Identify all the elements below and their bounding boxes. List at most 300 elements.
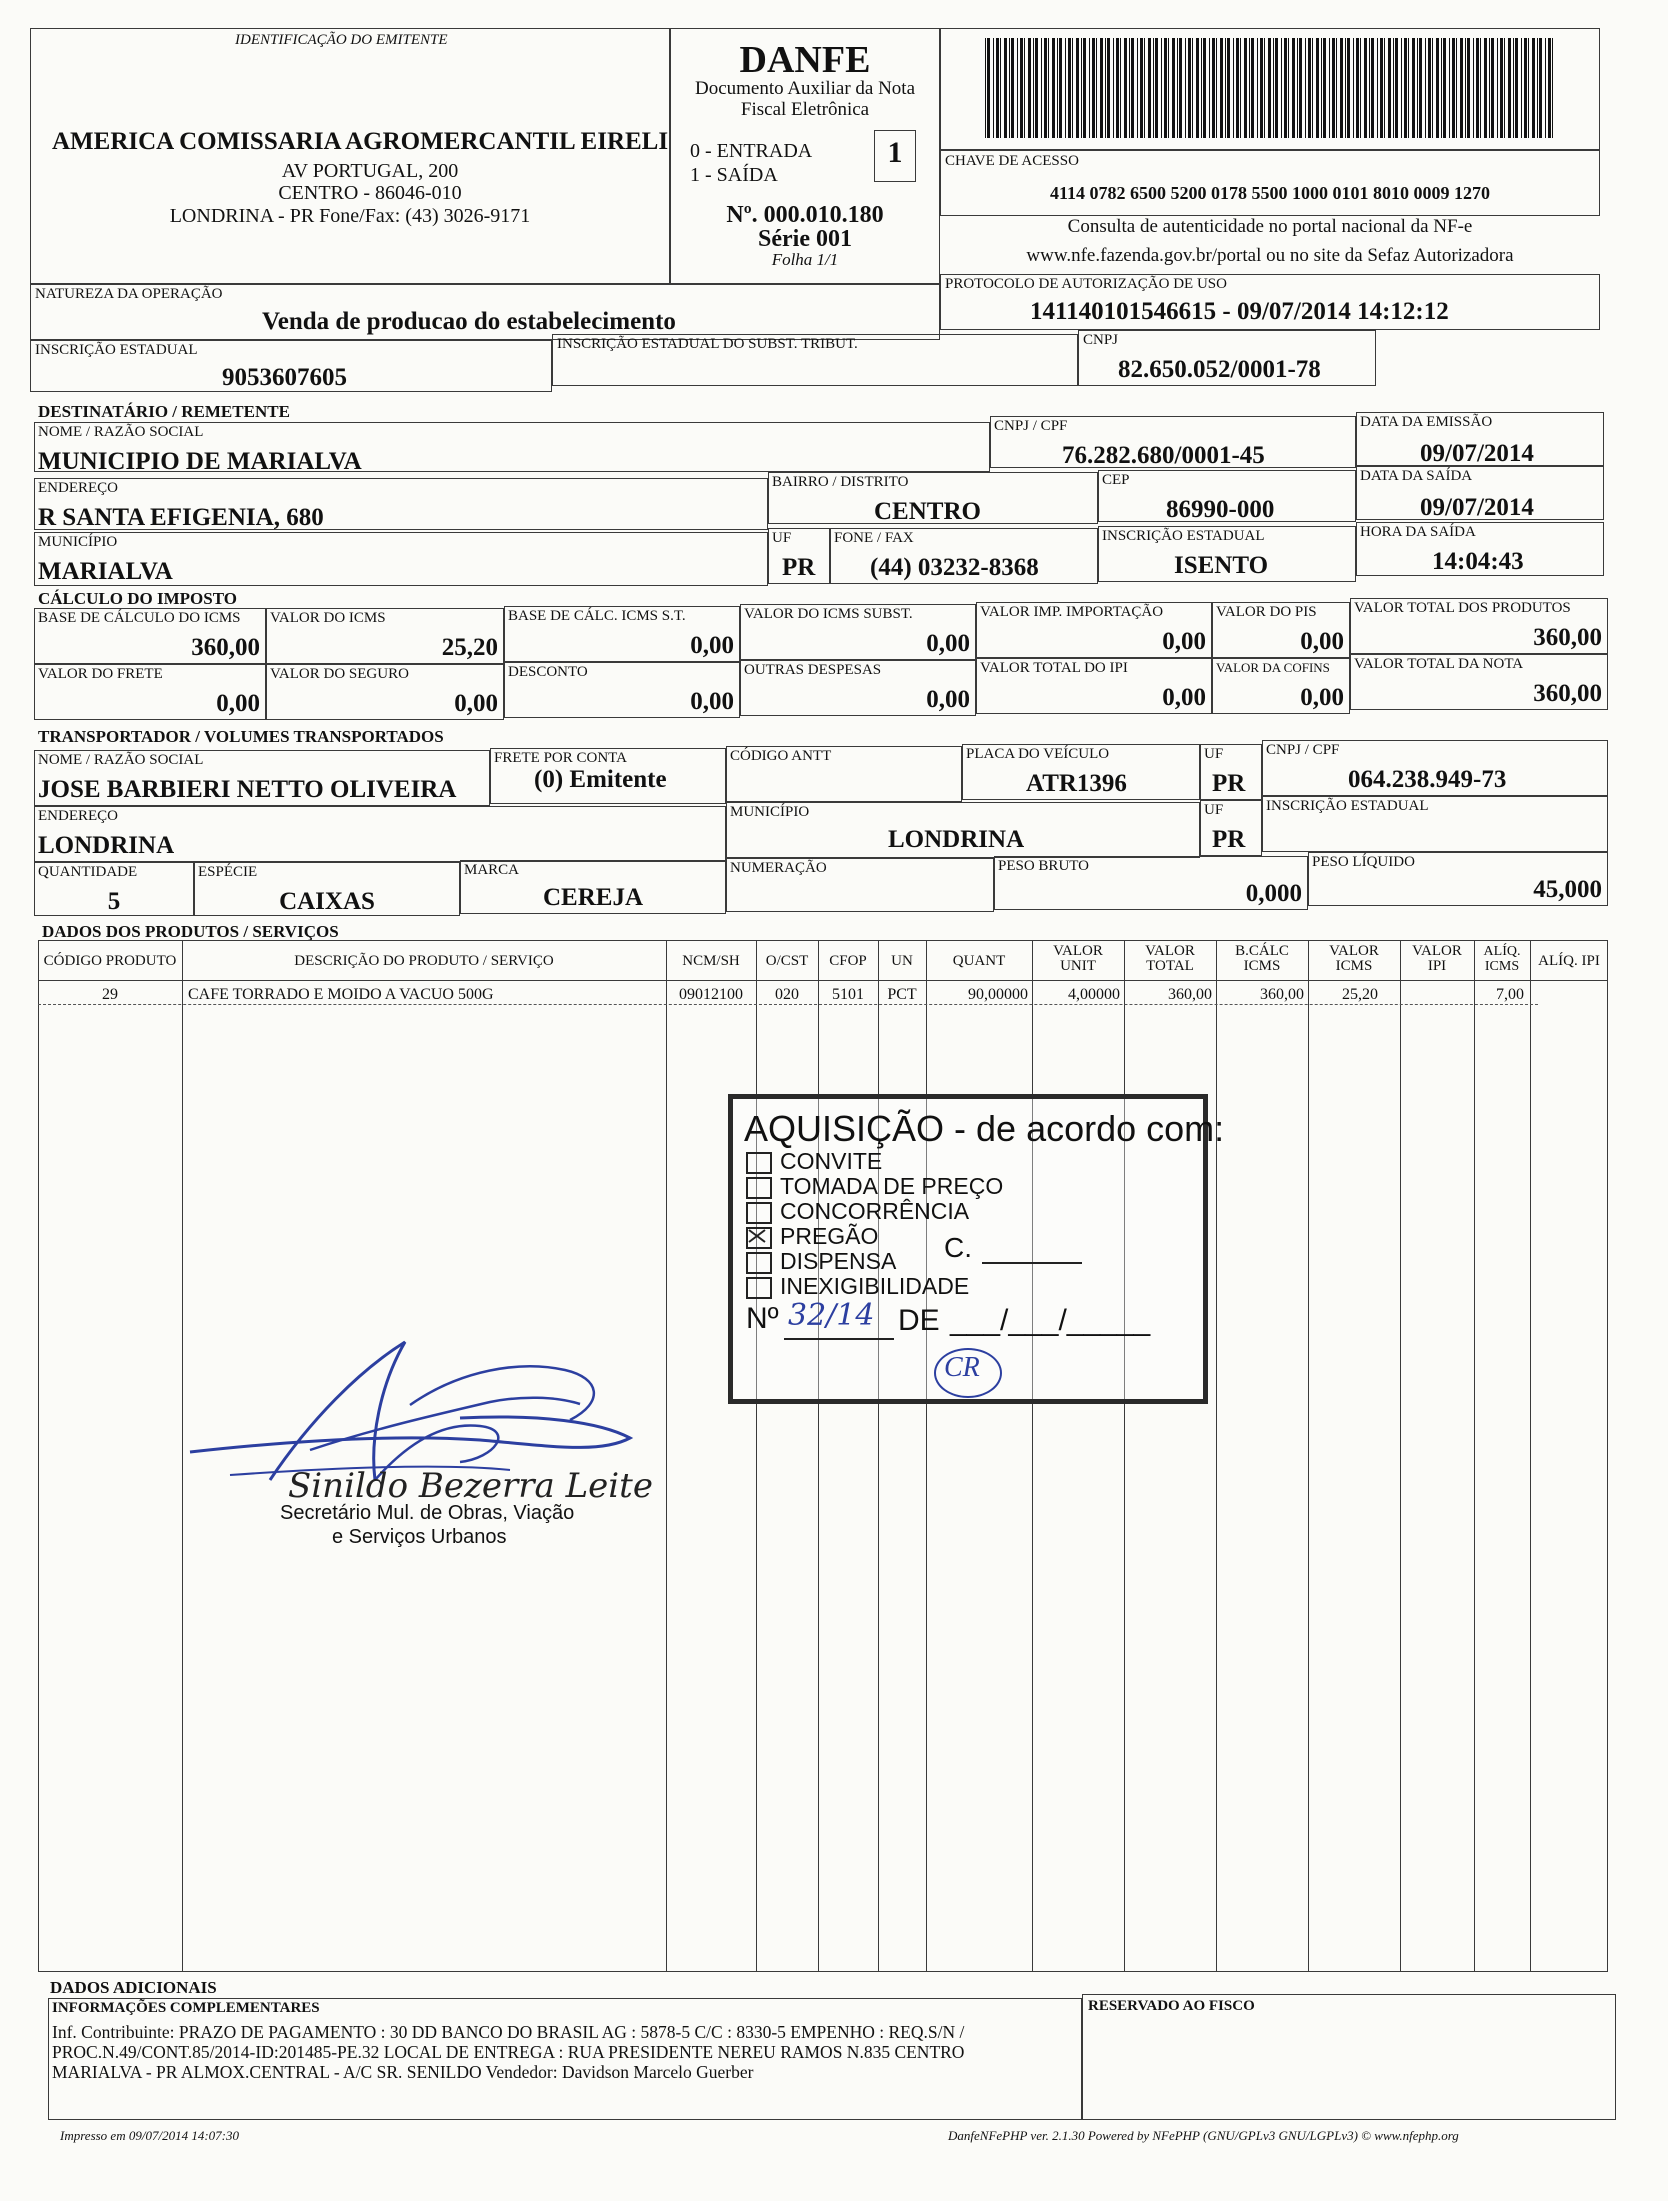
- nf-folha: Folha 1/1: [771, 250, 839, 269]
- barcode-bar: [1393, 38, 1394, 138]
- barcode: [985, 38, 1560, 138]
- tipo-value: 1: [887, 136, 903, 169]
- barcode-bar: [1201, 38, 1202, 138]
- imposto-value: 0,00: [1300, 684, 1344, 711]
- transp-uf-value: PR: [1212, 770, 1246, 797]
- barcode-bar: [1484, 38, 1487, 138]
- stamp-de-label: DE: [898, 1304, 940, 1337]
- barcode-bar: [1024, 38, 1025, 138]
- barcode-bar: [1268, 38, 1271, 138]
- imposto-value: 0,00: [926, 686, 970, 713]
- dest-endereco-value: R SANTA EFIGENIA, 680: [38, 504, 324, 531]
- barcode-bar: [1449, 38, 1450, 138]
- info-line-1: Inf. Contribuinte: PRAZO DE PAGAMENTO : 30 DD BANCO DO BRASIL AG : 5878-5 C/C : 8330-5 EMPENHO : REQ.S/N /: [52, 2022, 965, 2042]
- barcode-bar: [1203, 38, 1206, 138]
- barcode-bar: [1353, 38, 1354, 138]
- barcode-bar: [1452, 38, 1455, 138]
- dest-fone-value: (44) 03232-8368: [870, 554, 1039, 581]
- stamp-initials: CR: [944, 1352, 980, 1383]
- barcode-bar: [1480, 38, 1481, 138]
- imposto-value: 0,00: [926, 630, 970, 657]
- barcode-bar: [1336, 38, 1337, 138]
- barcode-bar: [1120, 38, 1121, 138]
- imposto-value: 0,00: [1300, 628, 1344, 655]
- barcode-bar: [1220, 38, 1223, 138]
- barcode-bar: [1404, 38, 1407, 138]
- stamp-option: INEXIGIBILIDADE: [746, 1273, 969, 1300]
- barcode-bar: [1288, 38, 1289, 138]
- row-cell: 09012100: [679, 986, 743, 1003]
- barcode-bar: [1491, 38, 1494, 138]
- barcode-bar: [1041, 38, 1042, 138]
- transp-marca-value: CEREJA: [542, 884, 643, 911]
- checkbox-icon: [746, 1252, 772, 1274]
- transp-endereco-value: LONDRINA: [38, 832, 175, 859]
- transp-placa-value: ATR1396: [1026, 770, 1127, 797]
- barcode-bar: [1137, 38, 1138, 138]
- barcode-bar: [1107, 38, 1110, 138]
- nf-number: Nº. 000.010.180: [726, 202, 884, 228]
- imposto-value: 25,20: [441, 634, 498, 661]
- barcode-bar: [1412, 38, 1415, 138]
- barcode-bar: [1192, 38, 1193, 138]
- checkbox-icon: [746, 1277, 772, 1299]
- imposto-value: 0,00: [454, 690, 498, 717]
- barcode-bar: [1188, 38, 1191, 138]
- barcode-bar: [1552, 38, 1553, 138]
- barcode-bar: [1009, 38, 1010, 138]
- barcode-bar: [1508, 38, 1511, 138]
- ie-st-label: INSCRIÇÃO ESTADUAL DO SUBST. TRIBUT.: [557, 336, 858, 352]
- barcode-bar: [1264, 38, 1265, 138]
- transp-municipio-label: MUNICÍPIO: [730, 804, 810, 820]
- barcode-bar: [1443, 38, 1446, 138]
- row-cell: 360,00: [1260, 986, 1304, 1003]
- col-divider: [1216, 940, 1217, 1972]
- col-divider: [666, 940, 667, 1972]
- stamp-option: TOMADA DE PREÇO: [746, 1173, 1003, 1200]
- chave-label: CHAVE DE ACESSO: [945, 153, 1079, 169]
- barcode-bar: [1164, 38, 1167, 138]
- imposto-section: CÁLCULO DO IMPOSTO: [38, 589, 237, 608]
- transp-marca-label: MARCA: [464, 862, 520, 878]
- barcode-bar: [1345, 38, 1346, 138]
- barcode-bar: [1124, 38, 1127, 138]
- emitente-box: [30, 28, 670, 284]
- row-cell: 7,00: [1496, 986, 1524, 1003]
- imposto-label: BASE DE CÁLC. ICMS S.T.: [508, 608, 686, 624]
- barcode-bar: [1340, 38, 1343, 138]
- danfe-title: DANFE: [739, 39, 871, 81]
- info-label: INFORMAÇÕES COMPLEMENTARES: [52, 2000, 320, 2016]
- imposto-value: 360,00: [1533, 624, 1602, 651]
- barcode-bar: [1260, 38, 1263, 138]
- produtos-header-line: [38, 980, 1608, 981]
- barcode-bar: [1384, 38, 1385, 138]
- col-header: CÓDIGO PRODUTO: [43, 953, 177, 969]
- col-header: NCM/SH: [682, 953, 740, 969]
- barcode-bar: [1028, 38, 1031, 138]
- barcode-bar: [1249, 38, 1250, 138]
- col-header: VALOR IPI: [1412, 943, 1462, 974]
- stamp-numero-label: Nº: [746, 1302, 779, 1335]
- dest-ie-label: INSCRIÇÃO ESTADUAL: [1102, 528, 1265, 544]
- barcode-bar: [1161, 38, 1162, 138]
- info-line-2: PROC.N.49/CONT.85/2014-ID:201485-PE.32 LOCAL DE ENTREGA : RUA PRESIDENTE NEREU RAMOS N.835 CENTRO: [52, 2042, 965, 2062]
- transp-placa-label: PLACA DO VEÍCULO: [966, 746, 1110, 762]
- imposto-label: VALOR TOTAL DA NOTA: [1354, 656, 1524, 672]
- barcode-bar: [1017, 38, 1018, 138]
- barcode-bar: [1168, 38, 1169, 138]
- imposto-label: VALOR TOTAL DO IPI: [980, 660, 1128, 676]
- barcode-bar: [1332, 38, 1335, 138]
- entrada-option: 0 - ENTRADA: [690, 140, 813, 162]
- barcode-bar: [1408, 38, 1409, 138]
- stamp-c-label: C.: [944, 1232, 972, 1263]
- stamp-option: CONVITE: [746, 1148, 882, 1175]
- transp-endereco-label: ENDEREÇO: [38, 808, 118, 824]
- produtos-row-line: [38, 1004, 1538, 1005]
- barcode-bar: [1212, 38, 1215, 138]
- barcode-bar: [1321, 38, 1322, 138]
- stamp-c-line: [982, 1262, 1082, 1264]
- barcode-bar: [1144, 38, 1145, 138]
- col-header: CFOP: [829, 953, 867, 969]
- barcode-bar: [1528, 38, 1529, 138]
- dest-municipio-label: MUNICÍPIO: [38, 534, 118, 550]
- imposto-value: 0,00: [1162, 628, 1206, 655]
- barcode-bar: [1395, 38, 1398, 138]
- transp-frete-label: FRETE POR CONTA: [494, 750, 627, 766]
- transportador-section: TRANSPORTADOR / VOLUMES TRANSPORTADOS: [38, 727, 444, 746]
- transp-uf2-value: PR: [1212, 826, 1246, 853]
- barcode-bar: [1323, 38, 1326, 138]
- barcode-bar: [1251, 38, 1254, 138]
- barcode-bar: [1225, 38, 1226, 138]
- barcode-bar: [1513, 38, 1514, 138]
- col-header: UN: [891, 953, 913, 969]
- barcode-bar: [993, 38, 994, 138]
- barcode-bar: [1369, 38, 1370, 138]
- transp-bruto-label: PESO BRUTO: [998, 858, 1089, 874]
- dest-endereco-label: ENDEREÇO: [38, 480, 118, 496]
- barcode-bar: [1316, 38, 1319, 138]
- barcode-bar: [1216, 38, 1217, 138]
- transp-liquido-value: 45,000: [1533, 876, 1602, 903]
- transp-cnpj-value: 064.238.949-73: [1348, 766, 1507, 793]
- dest-cep-label: CEP: [1102, 472, 1130, 488]
- barcode-bar: [1467, 38, 1470, 138]
- barcode-bar: [1441, 38, 1442, 138]
- barcode-bar: [1473, 38, 1474, 138]
- dest-ie-value: ISENTO: [1174, 552, 1269, 579]
- barcode-bar: [1068, 38, 1071, 138]
- barcode-bar: [1489, 38, 1490, 138]
- barcode-bar: [1377, 38, 1378, 138]
- barcode-bar: [1537, 38, 1538, 138]
- imposto-label: VALOR DO SEGURO: [270, 666, 409, 682]
- consulta-line-1: Consulta de autenticidade no portal nacional da NF-e: [1067, 216, 1473, 237]
- barcode-bar: [1465, 38, 1466, 138]
- barcode-bar: [1380, 38, 1383, 138]
- emitente-address-line3: LONDRINA - PR Fone/Fax: (43) 3026-9171: [169, 205, 531, 227]
- col-header: QUANT: [952, 953, 1006, 969]
- barcode-bar: [1209, 38, 1210, 138]
- dest-saida-value: 09/07/2014: [1420, 494, 1534, 521]
- transp-qtd-label: QUANTIDADE: [38, 864, 138, 880]
- checkbox-icon: [746, 1177, 772, 1199]
- barcode-bar: [1153, 38, 1154, 138]
- imposto-label: BASE DE CÁLCULO DO ICMS: [38, 610, 241, 626]
- barcode-bar: [1196, 38, 1199, 138]
- cnpj-label: CNPJ: [1083, 332, 1119, 348]
- dest-saida-label: DATA DA SAÍDA: [1360, 468, 1473, 484]
- barcode-bar: [1020, 38, 1023, 138]
- signature-role-2: e Serviços Urbanos: [332, 1526, 507, 1548]
- barcode-bar: [1284, 38, 1287, 138]
- dest-fone-label: FONE / FAX: [834, 530, 914, 546]
- barcode-bar: [1100, 38, 1103, 138]
- barcode-bar: [1297, 38, 1298, 138]
- barcode-bar: [1177, 38, 1178, 138]
- barcode-bar: [1048, 38, 1049, 138]
- barcode-bar: [1401, 38, 1402, 138]
- barcode-bar: [1257, 38, 1258, 138]
- col-header: ALÍQ. IPI: [1538, 953, 1600, 969]
- barcode-bar: [1419, 38, 1422, 138]
- imposto-value: 0,00: [690, 688, 734, 715]
- dest-hora-label: HORA DA SAÍDA: [1360, 524, 1476, 540]
- col-header: VALOR TOTAL: [1145, 943, 1195, 974]
- barcode-bar: [1148, 38, 1151, 138]
- dest-cep-value: 86990-000: [1166, 496, 1275, 523]
- barcode-bar: [1057, 38, 1058, 138]
- imposto-value: 360,00: [1533, 680, 1602, 707]
- transp-qtd-value: 5: [107, 888, 121, 915]
- barcode-bar: [1500, 38, 1503, 138]
- barcode-bar: [996, 38, 999, 138]
- barcode-bar: [1299, 38, 1302, 138]
- barcode-bar: [1059, 38, 1062, 138]
- barcode-bar: [1456, 38, 1457, 138]
- transp-bruto-value: 0,000: [1245, 880, 1302, 907]
- dest-bairro-label: BAIRRO / DISTRITO: [772, 474, 909, 490]
- col-header: VALOR ICMS: [1329, 943, 1379, 974]
- row-cell: 360,00: [1168, 986, 1212, 1003]
- barcode-bar: [1089, 38, 1090, 138]
- barcode-bar: [1185, 38, 1186, 138]
- barcode-bar: [1539, 38, 1542, 138]
- transp-municipio-value: LONDRINA: [888, 826, 1025, 853]
- natureza-value: Venda de producao do estabelecimento: [262, 308, 676, 335]
- barcode-bar: [1497, 38, 1498, 138]
- produtos-section: DADOS DOS PRODUTOS / SERVIÇOS: [42, 922, 339, 941]
- saida-option: 1 - SAÍDA: [690, 164, 778, 186]
- barcode-bar: [1532, 38, 1535, 138]
- col-header: VALOR UNIT: [1053, 943, 1103, 974]
- barcode-bar: [1308, 38, 1311, 138]
- protocolo-label: PROTOCOLO DE AUTORIZAÇÃO DE USO: [945, 276, 1227, 292]
- barcode-bar: [1432, 38, 1433, 138]
- stamp-title: AQUISIÇÃO - de acordo com:: [744, 1108, 1225, 1149]
- barcode-bar: [1233, 38, 1234, 138]
- dest-emissao-label: DATA DA EMISSÃO: [1360, 414, 1493, 430]
- dest-bairro-value: CENTRO: [874, 498, 981, 525]
- dest-uf-label: UF: [772, 530, 792, 546]
- barcode-bar: [1044, 38, 1047, 138]
- barcode-bar: [1155, 38, 1158, 138]
- transp-liquido-label: PESO LÍQUIDO: [1312, 854, 1415, 870]
- stamp-numero-value: 32/14: [788, 1298, 875, 1333]
- imposto-value: 0,00: [216, 690, 260, 717]
- barcode-bar: [1417, 38, 1418, 138]
- barcode-bar: [1436, 38, 1439, 138]
- barcode-bar: [1524, 38, 1527, 138]
- printed-timestamp: Impresso em 09/07/2014 14:07:30: [60, 2128, 239, 2143]
- transp-ie-label: INSCRIÇÃO ESTADUAL: [1266, 798, 1429, 814]
- transp-nome-value: JOSE BARBIERI NETTO OLIVEIRA: [38, 776, 457, 803]
- col-divider: [1474, 940, 1475, 1972]
- dest-uf-value: PR: [782, 554, 816, 581]
- imposto-value: 360,00: [191, 634, 260, 661]
- transp-frete-value: (0) Emitente: [534, 766, 667, 793]
- barcode-bar: [1240, 38, 1241, 138]
- imposto-label: OUTRAS DESPESAS: [744, 662, 882, 678]
- barcode-bar: [1305, 38, 1306, 138]
- barcode-bar: [1236, 38, 1239, 138]
- imposto-label: VALOR DO ICMS SUBST.: [744, 606, 913, 622]
- barcode-bar: [987, 38, 990, 138]
- transp-antt-label: CÓDIGO ANTT: [730, 748, 832, 764]
- cnpj-value: 82.650.052/0001-78: [1118, 356, 1321, 383]
- barcode-bar: [1179, 38, 1182, 138]
- protocolo-value: 141140101546615 - 09/07/2014 14:12:12: [1030, 298, 1449, 325]
- fisco-label: RESERVADO AO FISCO: [1088, 1998, 1255, 2014]
- nf-serie: Série 001: [758, 226, 852, 252]
- barcode-bar: [1092, 38, 1095, 138]
- transp-especie-value: CAIXAS: [279, 888, 375, 915]
- stamp-option: PREGÃO: [746, 1223, 878, 1250]
- col-header: DESCRIÇÃO DO PRODUTO / SERVIÇO: [294, 953, 554, 969]
- barcode-bar: [1076, 38, 1079, 138]
- barcode-bar: [985, 38, 986, 138]
- barcode-bar: [1388, 38, 1391, 138]
- transp-especie-label: ESPÉCIE: [198, 864, 258, 880]
- barcode-bar: [1312, 38, 1313, 138]
- barcode-bar: [1275, 38, 1278, 138]
- barcode-bar: [1347, 38, 1350, 138]
- barcode-bar: [1504, 38, 1505, 138]
- dest-municipio-value: MARIALVA: [38, 558, 173, 585]
- col-divider: [1400, 940, 1401, 1972]
- imposto-label: DESCONTO: [508, 664, 588, 680]
- barcode-bar: [1116, 38, 1119, 138]
- info-line-3: MARIALVA - PR ALMOX.CENTRAL - A/C SR. SENILDO Vendedor: Davidson Marcelo Guerber: [52, 2062, 754, 2082]
- barcode-bar: [1460, 38, 1463, 138]
- barcode-bar: [1227, 38, 1230, 138]
- dest-hora-value: 14:04:43: [1432, 548, 1524, 575]
- barcode-bar: [1428, 38, 1431, 138]
- barcode-bar: [1548, 38, 1551, 138]
- barcode-bar: [1113, 38, 1114, 138]
- imposto-label: VALOR DO PIS: [1216, 604, 1317, 620]
- dest-cnpj-value: 76.282.680/0001-45: [1062, 442, 1265, 469]
- barcode-bar: [1371, 38, 1374, 138]
- dest-cnpj-label: CNPJ / CPF: [994, 418, 1068, 434]
- barcode-bar: [1425, 38, 1426, 138]
- row-cell: CAFE TORRADO E MOIDO A VACUO 500G: [188, 986, 494, 1003]
- dest-nome-value: MUNICIPIO DE MARIALVA: [38, 448, 362, 475]
- barcode-bar: [1033, 38, 1034, 138]
- barcode-bar: [1052, 38, 1055, 138]
- barcode-bar: [1004, 38, 1007, 138]
- barcode-bar: [1521, 38, 1522, 138]
- danfe-subtitle-1: Documento Auxiliar da Nota: [694, 78, 916, 99]
- imposto-label: VALOR IMP. IMPORTAÇÃO: [980, 604, 1164, 620]
- barcode-bar: [1273, 38, 1274, 138]
- col-divider: [1530, 940, 1531, 1972]
- row-cell: 4,00000: [1068, 986, 1120, 1003]
- destinatario-section: DESTINATÁRIO / REMETENTE: [38, 402, 290, 421]
- row-cell: PCT: [887, 986, 917, 1003]
- barcode-bar: [1545, 38, 1546, 138]
- barcode-bar: [1096, 38, 1097, 138]
- imposto-label: VALOR TOTAL DOS PRODUTOS: [1354, 600, 1571, 616]
- barcode-bar: [1515, 38, 1518, 138]
- col-header: B.CÁLC ICMS: [1235, 943, 1289, 974]
- stamp-option: DISPENSA: [746, 1248, 896, 1275]
- imposto-value: 0,00: [690, 632, 734, 659]
- ie-label: INSCRIÇÃO ESTADUAL: [35, 342, 198, 358]
- stamp-numero-line: [784, 1338, 894, 1340]
- danfe-subtitle-2: Fiscal Eletrônica: [740, 99, 870, 120]
- row-cell: 5101: [832, 986, 864, 1003]
- dest-emissao-value: 09/07/2014: [1420, 440, 1534, 467]
- col-header: ALÍQ. ICMS: [1483, 944, 1521, 974]
- barcode-bar: [1244, 38, 1247, 138]
- barcode-bar: [1083, 38, 1086, 138]
- ie-value: 9053607605: [222, 364, 347, 391]
- signature-name: Sinildo Bezerra Leite: [288, 1466, 653, 1506]
- transp-cnpj-label: CNPJ / CPF: [1266, 742, 1340, 758]
- checkbox-icon: [746, 1152, 772, 1174]
- imposto-value: 0,00: [1162, 684, 1206, 711]
- imposto-label: VALOR DO ICMS: [270, 610, 386, 626]
- row-cell: 90,00000: [968, 986, 1028, 1003]
- emitente-address-line2: CENTRO - 86046-010: [278, 182, 462, 204]
- emitente-name: AMERICA COMISSARIA AGROMERCANTIL EIRELI: [52, 128, 669, 155]
- transp-uf2-label: UF: [1204, 802, 1224, 818]
- barcode-bar: [1292, 38, 1295, 138]
- barcode-bar: [1065, 38, 1066, 138]
- barcode-bar: [1364, 38, 1367, 138]
- stamp-option: CONCORRÊNCIA: [746, 1198, 969, 1225]
- row-cell: 25,20: [1342, 986, 1378, 1003]
- signature-role-1: Secretário Mul. de Obras, Viação: [280, 1502, 575, 1524]
- barcode-bar: [1172, 38, 1175, 138]
- stamp-date-slots: ___/___/_____: [950, 1304, 1151, 1337]
- barcode-bar: [1081, 38, 1082, 138]
- barcode-bar: [1360, 38, 1361, 138]
- row-cell: 020: [775, 986, 799, 1003]
- emitente-label: IDENTIFICAÇÃO DO EMITENTE: [235, 32, 448, 48]
- barcode-bar: [1131, 38, 1134, 138]
- barcode-bar: [1072, 38, 1073, 138]
- imposto-label: VALOR DA COFINS: [1216, 660, 1330, 675]
- chave-value: 4114 0782 6500 5200 0178 5500 1000 0101 8010 0009 1270: [1049, 183, 1490, 203]
- barcode-bar: [1476, 38, 1479, 138]
- dest-nome-label: NOME / RAZÃO SOCIAL: [38, 424, 204, 440]
